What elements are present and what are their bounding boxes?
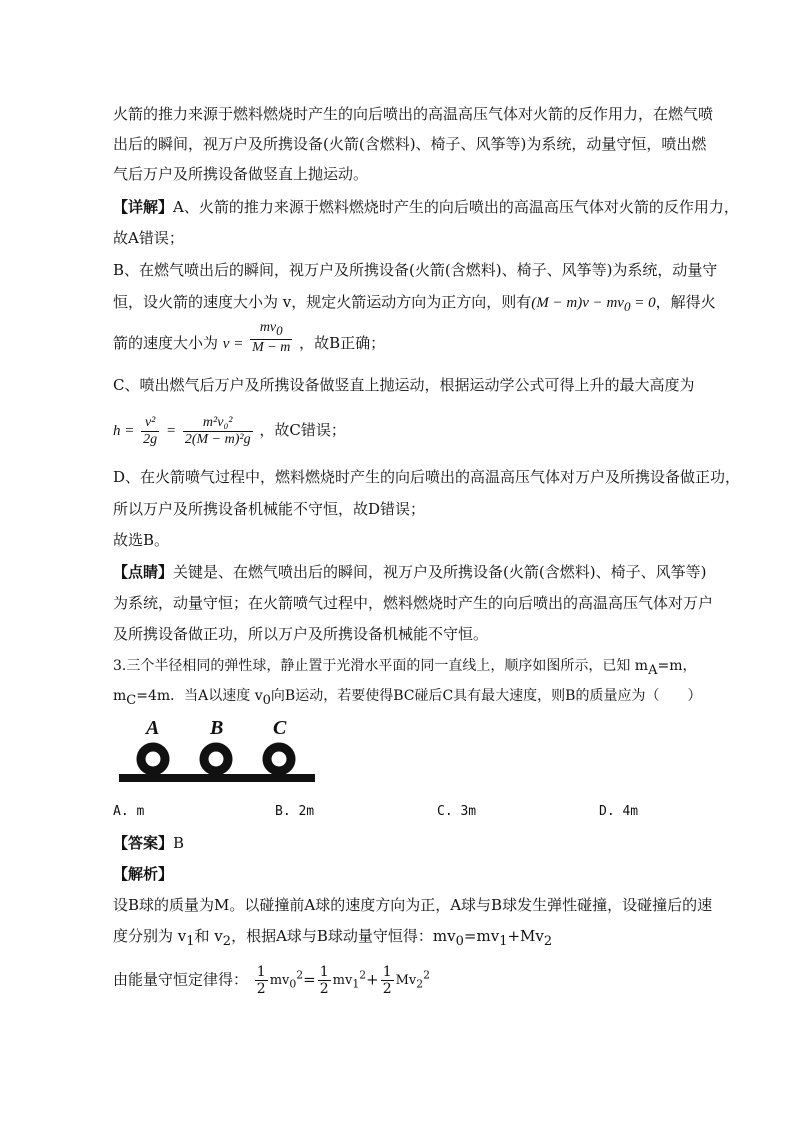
ball-label-b: B xyxy=(210,717,224,739)
detail-line: 所以万户及所携设备机械能不守恒，故D错误； xyxy=(113,500,426,518)
detail-line-c: C、喷出燃气后万户及所携设备做竖直上抛运动，根据运动学公式可得上升的最大高度为 xyxy=(113,376,695,394)
comment-line xyxy=(113,562,706,582)
half-fraction: $\frac{1}{2}$ xyxy=(256,963,266,997)
detail-tag: 【详解】 xyxy=(113,198,174,216)
analysis-line: 度分别为 $v_1$和 $v_2$，根据A球与B球动量守恒得：$mv_0=mv_1+Mv_2$ xyxy=(113,927,553,949)
text: 恒，设火箭的速度大小为 v，规定火箭运动方向为正方向，则有 xyxy=(113,293,532,311)
equals-sign: = xyxy=(165,423,177,439)
equation-lhs: v = xyxy=(222,335,244,352)
text: 箭的速度大小为 xyxy=(113,333,219,352)
height-fraction-2: $\frac{\text{m²v₀²}}{\text{2(M − m)²g}}$ xyxy=(184,414,251,447)
detail-line-b3 xyxy=(113,320,386,356)
comment-tag: 【点睛】 xyxy=(113,563,174,581)
answer-tag: 【答案】 xyxy=(113,834,174,852)
option-b[interactable]: B. 2m xyxy=(275,804,315,819)
detail-line-b2 xyxy=(113,292,716,317)
text: ，故C错误； xyxy=(259,421,346,439)
balls-figure xyxy=(112,712,322,784)
text: ，故B正确； xyxy=(299,333,386,352)
paragraph-line: 火箭的推力来源于燃料燃烧时产生的向后喷出的高温高压气体对火箭的反作用力，在燃气喷 xyxy=(113,105,714,123)
analysis-tag xyxy=(113,864,173,884)
option-a[interactable]: A. m xyxy=(113,804,145,819)
answer-line xyxy=(113,833,184,853)
analysis-line: 设B球的质量为M。以碰撞前A球的速度方向为正，A球与B球发生弹性碰撞，设碰撞后的速 xyxy=(113,896,713,914)
momentum-equation: $(M - m)v - mv_0 = 0$ xyxy=(531,295,656,314)
ball-b xyxy=(204,747,228,771)
comment-text: 关键是、在燃气喷出后的瞬间，视万户及所携设备(火箭(含燃料)、椅子、风筝等) xyxy=(173,563,707,581)
height-fraction-1: $\frac{\text{v²}}{2g}$ xyxy=(143,414,158,447)
question-line: $m_C=4m$．当A以速度 $v_0$向B运动，若要使得BC碰后C具有最大速度，则B的质量应为（ ） xyxy=(113,688,702,708)
ball-label-c: C xyxy=(273,717,287,739)
velocity-fraction: $\frac{mv_0}{M - m}$ xyxy=(252,320,291,355)
ball-c xyxy=(267,747,291,771)
comment-line: 及所携设备做正功，所以万户及所携设备机械能不守恒。 xyxy=(113,625,489,643)
ground-surface xyxy=(119,774,315,782)
paragraph-line: 出后的瞬间，视万户及所携设备(火箭(含燃料)、椅子、风筝等)为系统，动量守恒，喷出燃 xyxy=(113,135,707,153)
detail-text: A、火箭的推力来源于燃料燃烧时产生的向后喷出的高温高压气体对火箭的反作用力， xyxy=(173,198,739,216)
answer-value: B xyxy=(173,834,185,852)
text: ，解得火 xyxy=(655,293,716,311)
equation-lhs: h = xyxy=(113,423,135,439)
option-d[interactable]: D. 4m xyxy=(599,804,639,819)
option-c[interactable]: C. 3m xyxy=(437,804,477,819)
paragraph-line: 气后万户及所携设备做竖直上抛运动。 xyxy=(113,165,369,183)
ball-a xyxy=(141,747,165,771)
half-fraction: $\frac{1}{2}$ xyxy=(319,963,329,997)
analysis-energy-line: 由能量守恒定律得： $\frac{1}{2}$ $mv_0^2=$ $\frac{1}{2}$ $mv_1^2+$ $\frac{1}{2}$ $Mv_2^2$ xyxy=(113,963,431,997)
detail-line-c2 xyxy=(113,412,346,449)
detail-line: 故选B。 xyxy=(113,531,170,549)
question-line: 3.三个半径相同的弹性球，静止置于光滑水平面的同一直线上，顺序如图所示，已知 $m_A=m$， xyxy=(113,658,697,678)
analysis-heading: 【解析】 xyxy=(113,865,174,883)
detail-line-b: B、在燃气喷出后的瞬间，视万户及所携设备(火箭(含燃料)、椅子、风筝等)为系统，动量守 xyxy=(113,261,718,279)
detail-line-a xyxy=(113,197,739,217)
half-fraction: $\frac{1}{2}$ xyxy=(382,963,392,997)
ball-label-a: A xyxy=(146,717,160,739)
detail-line-d: D、在火箭喷气过程中，燃料燃烧时产生的向后喷出的高温高压气体对万户及所携设备做正功， xyxy=(113,468,741,486)
comment-line: 为系统，动量守恒；在火箭喷气过程中，燃料燃烧时产生的向后喷出的高温高压气体对万户 xyxy=(113,594,714,612)
detail-line: 故A错误； xyxy=(113,229,184,247)
